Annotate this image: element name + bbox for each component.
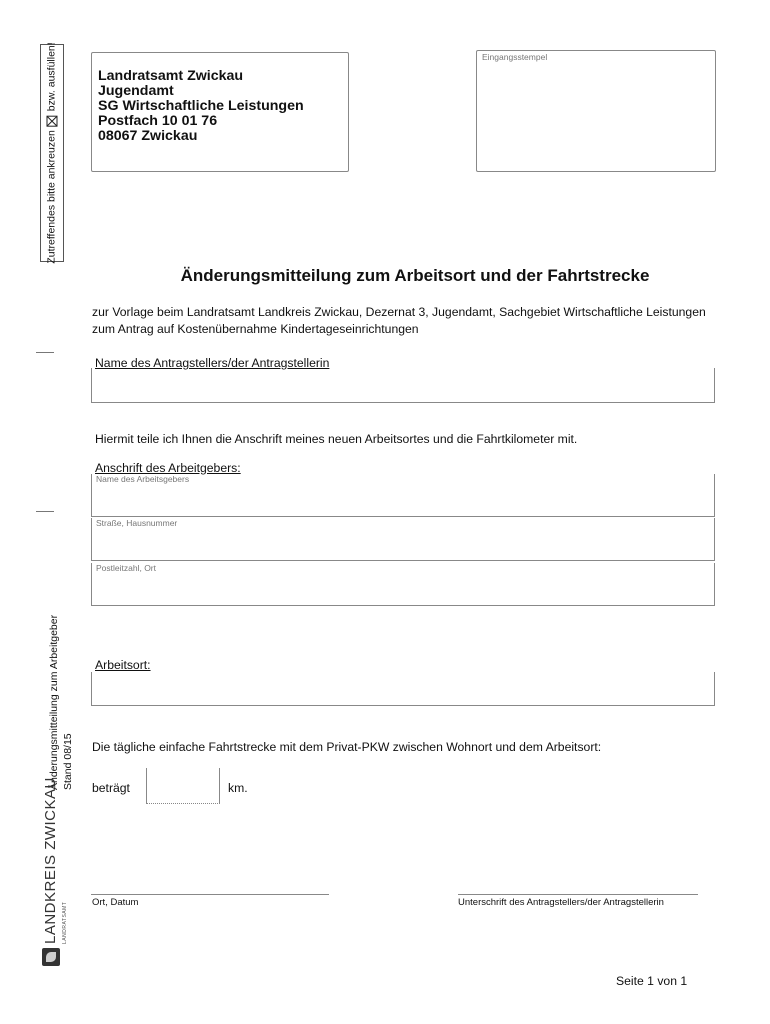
applicant-name-field[interactable] (91, 368, 715, 403)
fold-mark (36, 511, 54, 512)
signature-line[interactable] (458, 894, 698, 895)
address-line: Landratsamt Zwickau (98, 68, 244, 84)
workplace-label: Arbeitsort: (95, 658, 151, 672)
signature-label: Unterschrift des Antragstellers/der Antragstellerin (458, 897, 664, 908)
logo-name: LANDKREIS ZWICKAU (42, 777, 59, 944)
address-line: 08067 Zwickau (98, 128, 198, 144)
place-date-label: Ort, Datum (92, 897, 139, 908)
employer-city-field[interactable] (91, 563, 715, 606)
landkreis-logo (24, 777, 74, 970)
employer-street-hint: Straße, Hausnummer (96, 518, 178, 528)
instruction-text: Zutreffendes bitte ankreuzen (45, 130, 58, 264)
fold-mark (36, 352, 54, 353)
logo-sub: LANDRATSAMT (62, 901, 68, 944)
workplace-field[interactable] (91, 672, 715, 706)
employer-name-field[interactable] (91, 474, 715, 517)
instruction-text-suffix: bzw. ausfüllen! (45, 42, 58, 112)
notice-text: Hiermit teile ich Ihnen die Anschrift meines neuen Arbeitsortes und die Fahrtkilometer mit. (95, 432, 578, 446)
logo-emblem-icon (42, 948, 60, 966)
distance-unit: km. (228, 781, 248, 795)
employer-street-field[interactable] (91, 518, 715, 561)
recipient-address (91, 52, 349, 172)
distance-sentence: Die tägliche einfache Fahrtstrecke mit dem Privat-PKW zwischen Wohnort und dem Arbeitsort: (92, 740, 602, 754)
address-line: Jugendamt (98, 83, 174, 99)
form-meta (20, 614, 80, 790)
receipt-stamp-box (476, 50, 716, 172)
address-line: SG Wirtschaftliche Leistungen (98, 98, 304, 114)
form-title: Änderungsmitteilung zum Arbeitsort und der Fahrtstrecke (180, 266, 650, 285)
instruction-note (40, 44, 64, 262)
checkbox-x-icon (47, 115, 58, 126)
employer-city-hint: Postleitzahl, Ort (96, 563, 156, 573)
stamp-label: Eingangsstempel (482, 52, 548, 62)
distance-km-field[interactable] (146, 768, 220, 804)
form-version: Stand 08/15 (62, 733, 74, 790)
address-line: Postfach 10 01 76 (98, 113, 218, 129)
intro-text: zur Vorlage beim Landratsamt Landkreis Zwickau, Dezernat 3, Jugendamt, Sachgebiet Wirtschaftliche Leistungen zum Antrag auf Kostenübernahme Kindertageseinrichtungen (92, 305, 706, 336)
form-name: Änderungsmitteilung zum Arbeitgeber (48, 614, 60, 790)
place-date-line[interactable] (91, 894, 329, 895)
distance-prefix: beträgt (92, 781, 130, 795)
employer-name-hint: Name des Arbeitsgebers (96, 474, 190, 484)
page-number: Seite 1 von 1 (616, 974, 688, 988)
applicant-label: Name des Antragstellers/der Antragstellerin (95, 356, 330, 370)
employer-heading: Anschrift des Arbeitgebers: (95, 461, 241, 475)
